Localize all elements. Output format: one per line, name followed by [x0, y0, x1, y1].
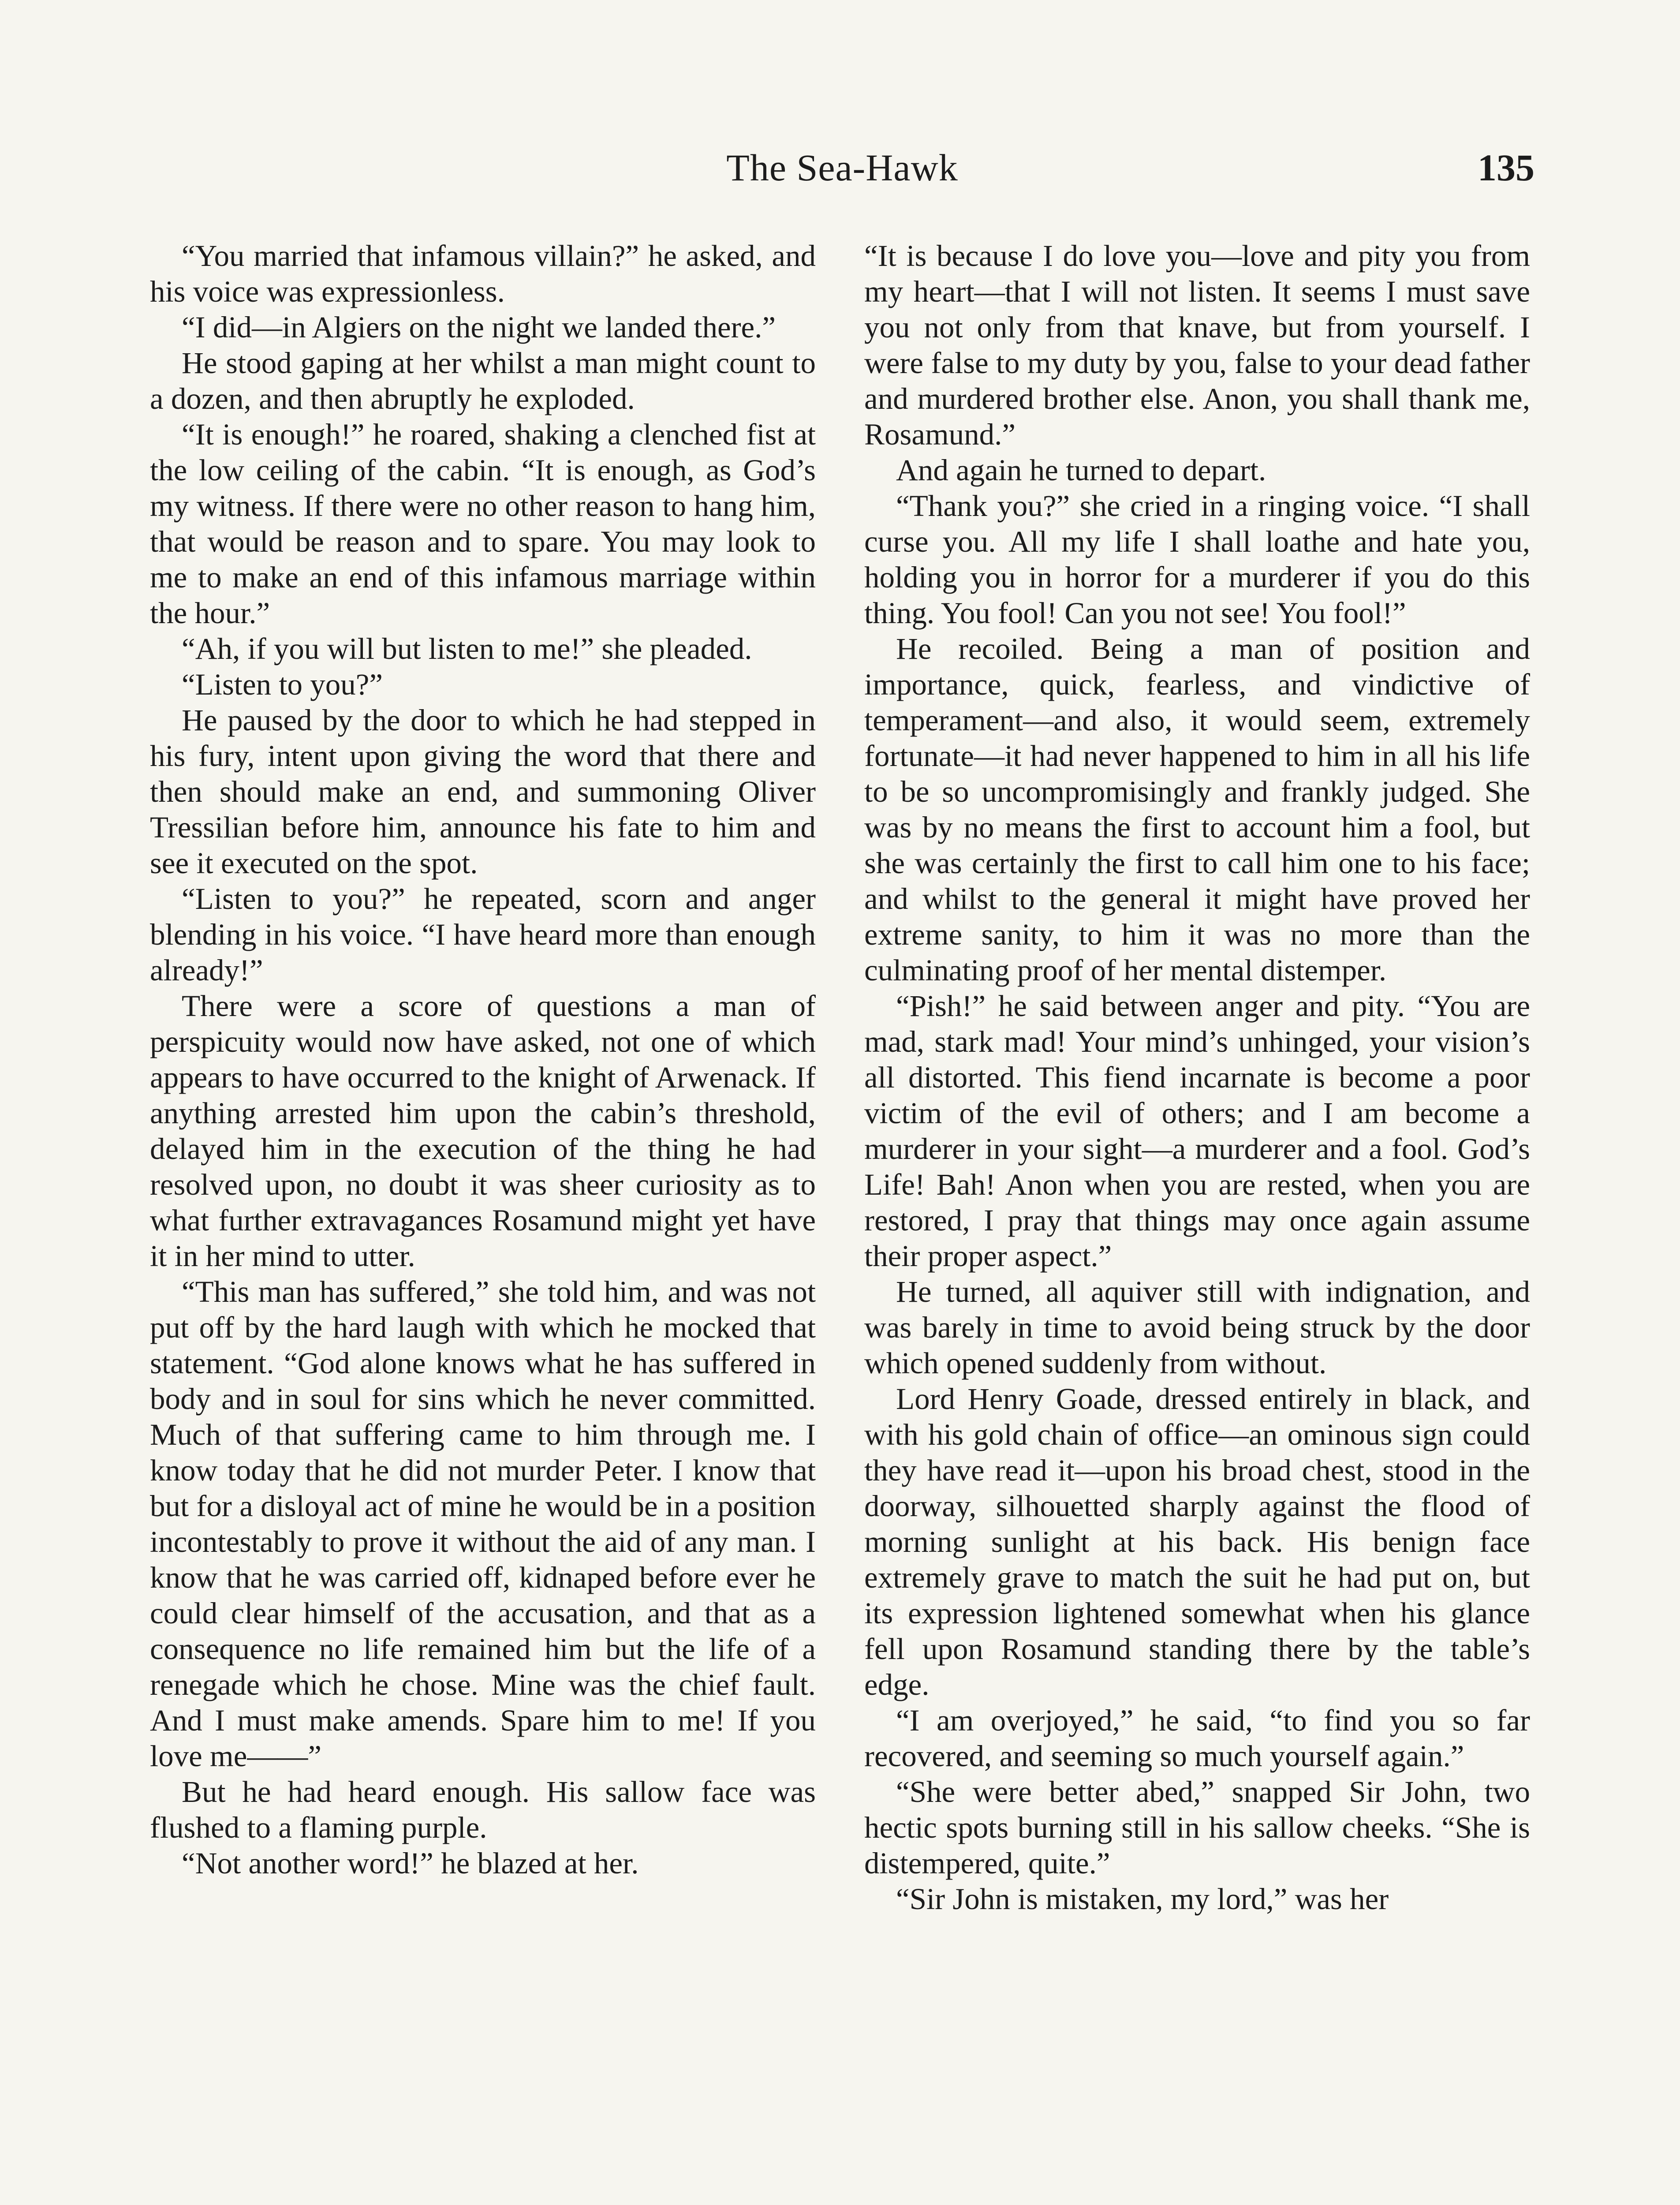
paragraph: “It is enough!” he roared, shaking a clenched fist at the low ceiling of the cabin. “It is enough, as God’s my witness. If there were no other reason to hang him, that would be reason and to spare. You may look to me to make an end of this infamous marriage within the hour.” — [150, 418, 816, 630]
paragraph: “Sir John is mistaken, my lord,” was her — [896, 1882, 1389, 1916]
paragraph: “Listen to you?” — [182, 668, 383, 701]
paragraph: “She were better abed,” snapped Sir John, two hectic spots burning still in his sallow cheeks. “She is distempered, quite.” — [864, 1775, 1530, 1880]
paragraph: He stood gaping at her whilst a man might count to a dozen, and then abruptly he exploded. — [150, 346, 816, 415]
paragraph: He paused by the door to which he had stepped in his fury, intent upon giving the word that there and then should make an end, and summoning Oliver Tressilian before him, announce his fate to him and see it executed on the spot. — [150, 703, 816, 880]
paragraph: There were a score of questions a man of perspicuity would now have asked, not one of which appears to have occurred to the knight of Arwenack. If anything arrested him upon the cabin’s threshold, delayed him in the execution of the thing he had resolved upon, no doubt it was sheer curiosity as to what further extravagances Rosamund might yet have it in her mind to utter. — [150, 989, 816, 1273]
paragraph: He turned, all aquiver still with indignation, and was barely in time to avoid being struck by the door which opened suddenly from without. — [864, 1275, 1530, 1380]
paragraph: And again he turned to depart. — [896, 453, 1266, 487]
paragraph: “Listen to you?” he repeated, scorn and anger blending in his voice. “I have heard more than enough already!” — [150, 882, 816, 987]
text-columns — [150, 238, 1530, 2205]
paragraph: “Thank you?” she cried in a ringing voice. “I shall curse you. All my life I shall loathe and hate you, holding you in horror for a murderer if you do this thing. You fool! Can you not see! You fool!” — [864, 489, 1530, 630]
paragraph: He recoiled. Being a man of position and importance, quick, fearless, and vindictive of temperament—and also, it would seem, extremely fortunate—it had never happened to him in all his life to be so uncompromisingly and frankly judged. She was by no means the first to account him a fool, but she was certainly the first to call him one to his face; and whilst to the general it might have proved her extreme sanity, to him it was no more than the culminating proof of her mental distemper. — [864, 632, 1530, 987]
paragraph: “Ah, if you will but listen to me!” she pleaded. — [182, 632, 752, 665]
left-column — [150, 238, 816, 2205]
running-title: The Sea-Hawk — [726, 146, 958, 189]
page-number: 135 — [1478, 146, 1534, 189]
paragraph: “I did—in Algiers on the night we landed there.” — [182, 310, 776, 344]
paragraph: Lord Henry Goade, dressed entirely in black, and with his gold chain of office—an ominous sign could they have read it—upon his broad chest, stood in the doorway, silhouetted sharply against the flood of morning sunlight at his back. His benign face extremely grave to match the suit he had put on, but its expression lightened somewhat when his glance fell upon Rosamund standing there by the table’s edge. — [864, 1382, 1530, 1701]
page-header — [150, 146, 1534, 203]
right-column — [864, 238, 1530, 2205]
paragraph: “Not another word!” he blazed at her. — [182, 1846, 639, 1880]
paragraph: “You married that infamous villain?” he asked, and his voice was expressionless. — [150, 239, 816, 308]
paragraph: “This man has suffered,” she told him, and was not put off by the hard laugh with which he mocked that statement. “God alone knows what he has suffered in body and in soul for sins which he never committed. Much of that suffering came to him through me. I know today that he did not murder Peter. I know that but for a disloyal act of mine he would be in a position incontestably to prove it without the aid of any man. I know that he was carried off, kidnaped before ever he could clear himself of the accusation, and that as a consequence no life remained him but the life of a renegade which he chose. Mine was the chief fault. And I must make amends. Spare him to me! If you love me——” — [150, 1275, 816, 1773]
paragraph: “I am overjoyed,” he said, “to find you so far recovered, and seeming so much yourself again.” — [864, 1704, 1530, 1773]
paragraph: “Pish!” he said between anger and pity. “You are mad, stark mad! Your mind’s unhinged, your vision’s all distorted. This fiend incarnate is become a poor victim of the evil of others; and I am become a murderer in your sight—a murderer and a fool. God’s Life! Bah! Anon when you are rested, when you are restored, I pray that things may once again assume their proper aspect.” — [864, 989, 1530, 1273]
paragraph-continued: “It is because I do love you—love and pity you from my heart—that I will not listen. It seems I must save you not only from that knave, but from yourself. I were false to my duty by you, false to your dead father and murdered brother else. Anon, you shall thank me, Rosamund.” — [864, 239, 1530, 451]
paragraph: But he had heard enough. His sallow face was flushed to a flaming purple. — [150, 1775, 816, 1844]
